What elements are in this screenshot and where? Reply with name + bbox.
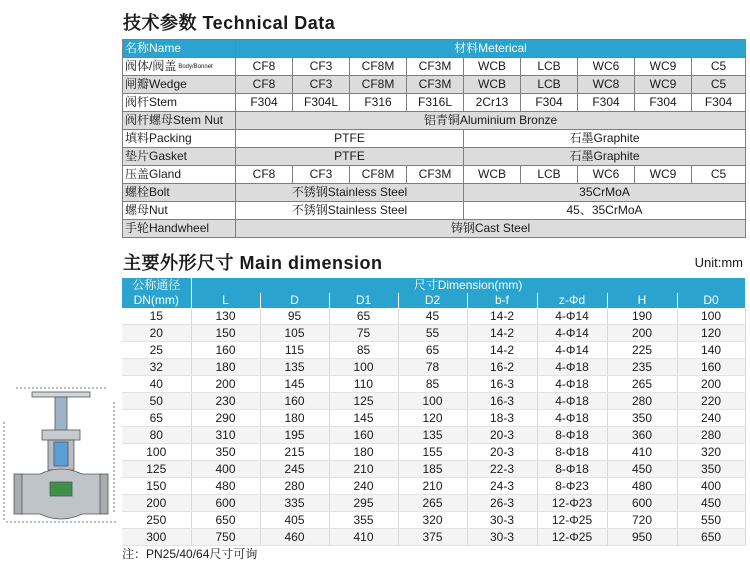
dim-cell: 180 bbox=[329, 444, 398, 461]
material-cell: LCB bbox=[521, 58, 578, 76]
dim-cell: 265 bbox=[607, 376, 677, 393]
dim-cell: 20-3 bbox=[467, 427, 537, 444]
part-label-text: 螺栓Bolt bbox=[125, 185, 170, 199]
material-cell: CF3 bbox=[293, 76, 350, 94]
material-cell: CF8M bbox=[350, 58, 407, 76]
dim-cell: 105 bbox=[260, 325, 329, 342]
name-header: 名称Name bbox=[123, 40, 236, 58]
material-cell: F304 bbox=[521, 94, 578, 112]
dim-row bbox=[122, 393, 745, 410]
dim-cell: 280 bbox=[607, 393, 677, 410]
tech-row bbox=[123, 220, 746, 238]
dim-cell: 720 bbox=[607, 512, 677, 529]
dim-cell: 350 bbox=[191, 444, 260, 461]
main-dimension-title-text: 主要外形尺寸 Main dimension bbox=[123, 253, 383, 273]
part-label-text: 垫片Gasket bbox=[125, 149, 188, 163]
dim-cell: 130 bbox=[191, 308, 260, 325]
dim-cell: 295 bbox=[329, 495, 398, 512]
dn-cell: 40 bbox=[122, 376, 191, 393]
material-cell: F304 bbox=[692, 94, 746, 112]
material-cell: F304L bbox=[293, 94, 350, 112]
part-label bbox=[123, 76, 236, 94]
tech-row bbox=[123, 166, 746, 184]
material-cell: 2Cr13 bbox=[464, 94, 521, 112]
part-label bbox=[123, 148, 236, 166]
part-label-text: 压盖Gland bbox=[125, 167, 182, 181]
dim-cell: 16-2 bbox=[467, 359, 537, 376]
dim-cell: 4-Φ18 bbox=[537, 410, 607, 427]
dim-cell: 220 bbox=[677, 393, 745, 410]
dn-cell: 300 bbox=[122, 529, 191, 546]
technical-data-title-text: 技术参数 Technical Data bbox=[123, 13, 336, 33]
dn-cell: 20 bbox=[122, 325, 191, 342]
material-cell: F304 bbox=[236, 94, 293, 112]
dim-header-row-1 bbox=[122, 278, 745, 293]
dim-cell: 14-2 bbox=[467, 342, 537, 359]
dim-cell: 100 bbox=[329, 359, 398, 376]
dn-cell: 125 bbox=[122, 461, 191, 478]
dim-column-header: z-Φd bbox=[537, 293, 607, 308]
dim-row bbox=[122, 325, 745, 342]
material-cell: C5 bbox=[692, 58, 746, 76]
dim-cell: 310 bbox=[191, 427, 260, 444]
dim-cell: 45 bbox=[398, 308, 467, 325]
dim-cell: 280 bbox=[260, 478, 329, 495]
tech-row bbox=[123, 148, 746, 166]
technical-data-table bbox=[122, 39, 746, 238]
material-cell: 不锈钢Stainless Steel bbox=[236, 184, 464, 202]
main-dimension-title bbox=[123, 249, 383, 275]
dim-cell: 245 bbox=[260, 461, 329, 478]
dim-cell: 200 bbox=[191, 376, 260, 393]
dn-header-cn: 公称通径 bbox=[122, 278, 191, 293]
dim-cell: 12-Φ25 bbox=[537, 529, 607, 546]
part-label-text: 阀体/阀盖 bbox=[125, 59, 177, 73]
material-cell: WC6 bbox=[578, 166, 635, 184]
dim-cell: 180 bbox=[191, 359, 260, 376]
dim-column-header: H bbox=[607, 293, 677, 308]
dim-cell: 160 bbox=[677, 359, 745, 376]
dim-cell: 14-2 bbox=[467, 325, 537, 342]
dim-column-header: D1 bbox=[329, 293, 398, 308]
material-cell: F316L bbox=[407, 94, 464, 112]
dim-row bbox=[122, 359, 745, 376]
tech-row bbox=[123, 112, 746, 130]
part-label-text: 阀杆Stem bbox=[125, 95, 178, 109]
material-cell: WC8 bbox=[578, 76, 635, 94]
material-cell: 石墨Graphite bbox=[464, 148, 746, 166]
dim-cell: 150 bbox=[191, 325, 260, 342]
dim-cell: 410 bbox=[607, 444, 677, 461]
dim-cell: 120 bbox=[398, 410, 467, 427]
dim-cell: 320 bbox=[677, 444, 745, 461]
dn-cell: 250 bbox=[122, 512, 191, 529]
dn-cell: 65 bbox=[122, 410, 191, 427]
dim-cell: 240 bbox=[329, 478, 398, 495]
material-cell: WCB bbox=[464, 76, 521, 94]
material-header: 材料Meterical bbox=[236, 40, 746, 58]
dim-cell: 100 bbox=[677, 308, 745, 325]
dim-row bbox=[122, 478, 745, 495]
dim-cell: 210 bbox=[398, 478, 467, 495]
dim-cell: 135 bbox=[260, 359, 329, 376]
dim-cell: 405 bbox=[260, 512, 329, 529]
dim-cell: 8-Φ18 bbox=[537, 444, 607, 461]
part-label bbox=[123, 58, 236, 76]
dim-cell: 75 bbox=[329, 325, 398, 342]
part-label bbox=[123, 112, 236, 130]
dim-cell: 375 bbox=[398, 529, 467, 546]
material-cell: PTFE bbox=[236, 148, 464, 166]
material-cell: F304 bbox=[635, 94, 692, 112]
dn-cell: 50 bbox=[122, 393, 191, 410]
part-label-text: 闸瓣Wedge bbox=[125, 77, 187, 91]
part-label bbox=[123, 184, 236, 202]
dn-cell: 200 bbox=[122, 495, 191, 512]
dim-cell: 950 bbox=[607, 529, 677, 546]
dn-header-en: DN(mm) bbox=[122, 293, 191, 308]
dim-cell: 4-Φ18 bbox=[537, 359, 607, 376]
dim-cell: 100 bbox=[398, 393, 467, 410]
dim-row bbox=[122, 512, 745, 529]
dim-cell: 400 bbox=[677, 478, 745, 495]
dim-row bbox=[122, 495, 745, 512]
valve-drawing bbox=[2, 382, 120, 542]
dim-cell: 4-Φ14 bbox=[537, 342, 607, 359]
dim-cell: 65 bbox=[329, 308, 398, 325]
dim-cell: 160 bbox=[191, 342, 260, 359]
material-cell: CF8M bbox=[350, 166, 407, 184]
material-cell: LCB bbox=[521, 166, 578, 184]
material-cell: 45、35CrMoA bbox=[464, 202, 746, 220]
dim-cell: 18-3 bbox=[467, 410, 537, 427]
material-cell: WC9 bbox=[635, 58, 692, 76]
dim-cell: 480 bbox=[607, 478, 677, 495]
material-cell: WC6 bbox=[578, 58, 635, 76]
material-cell: 石墨Graphite bbox=[464, 130, 746, 148]
dim-cell: 225 bbox=[607, 342, 677, 359]
material-cell: WCB bbox=[464, 166, 521, 184]
dim-cell: 650 bbox=[677, 529, 745, 546]
dn-cell: 25 bbox=[122, 342, 191, 359]
dim-cell: 12-Φ23 bbox=[537, 495, 607, 512]
tech-row bbox=[123, 94, 746, 112]
unit-label: Unit:mm bbox=[694, 255, 743, 270]
dim-cell: 55 bbox=[398, 325, 467, 342]
material-cell: WC9 bbox=[635, 166, 692, 184]
dim-cell: 4-Φ14 bbox=[537, 308, 607, 325]
material-cell: CF8 bbox=[236, 166, 293, 184]
dim-cell: 200 bbox=[607, 325, 677, 342]
dim-cell: 400 bbox=[191, 461, 260, 478]
dim-cell: 155 bbox=[398, 444, 467, 461]
part-label bbox=[123, 130, 236, 148]
dim-cell: 125 bbox=[329, 393, 398, 410]
dim-cell: 215 bbox=[260, 444, 329, 461]
dim-column-header: D bbox=[260, 293, 329, 308]
dim-cell: 8-Φ18 bbox=[537, 461, 607, 478]
dim-column-header: D2 bbox=[398, 293, 467, 308]
dim-column-header: b-f bbox=[467, 293, 537, 308]
tech-row bbox=[123, 58, 746, 76]
dim-cell: 14-2 bbox=[467, 308, 537, 325]
dim-cell: 22-3 bbox=[467, 461, 537, 478]
dn-cell: 15 bbox=[122, 308, 191, 325]
dn-cell: 80 bbox=[122, 427, 191, 444]
part-label-text: 填料Packing bbox=[125, 131, 192, 145]
dim-cell: 600 bbox=[607, 495, 677, 512]
dim-cell: 160 bbox=[260, 393, 329, 410]
part-label-sup: Body/Bonnet bbox=[178, 63, 213, 70]
dim-cell: 26-3 bbox=[467, 495, 537, 512]
dim-cell: 160 bbox=[329, 427, 398, 444]
dim-cell: 360 bbox=[607, 427, 677, 444]
dim-cell: 750 bbox=[191, 529, 260, 546]
dim-cell: 85 bbox=[398, 376, 467, 393]
dim-cell: 200 bbox=[677, 376, 745, 393]
material-cell: CF3M bbox=[407, 58, 464, 76]
material-cell: CF8M bbox=[350, 76, 407, 94]
dim-cell: 8-Φ23 bbox=[537, 478, 607, 495]
dim-cell: 4-Φ18 bbox=[537, 393, 607, 410]
dim-row bbox=[122, 529, 745, 546]
technical-data-title bbox=[123, 9, 335, 35]
material-cell: F304 bbox=[578, 94, 635, 112]
material-cell: WC9 bbox=[635, 76, 692, 94]
dim-cell: 65 bbox=[398, 342, 467, 359]
dim-cell: 450 bbox=[607, 461, 677, 478]
material-cell: 铸钢Cast Steel bbox=[236, 220, 746, 238]
dim-cell: 480 bbox=[191, 478, 260, 495]
dim-cell: 185 bbox=[398, 461, 467, 478]
dim-row bbox=[122, 308, 745, 325]
dim-row bbox=[122, 444, 745, 461]
dim-cell: 120 bbox=[677, 325, 745, 342]
part-label-text: 阀杆螺母Stem Nut bbox=[125, 113, 224, 127]
material-cell: 35CrMoA bbox=[464, 184, 746, 202]
dim-cell: 290 bbox=[191, 410, 260, 427]
dim-cell: 24-3 bbox=[467, 478, 537, 495]
material-cell: CF8 bbox=[236, 58, 293, 76]
part-label bbox=[123, 220, 236, 238]
dim-cell: 30-3 bbox=[467, 529, 537, 546]
dim-cell: 30-3 bbox=[467, 512, 537, 529]
part-label-text: 螺母Nut bbox=[125, 203, 168, 217]
dim-cell: 4-Φ14 bbox=[537, 325, 607, 342]
dn-cell: 32 bbox=[122, 359, 191, 376]
tech-row bbox=[123, 184, 746, 202]
dim-column-header: L bbox=[191, 293, 260, 308]
material-cell: C5 bbox=[692, 166, 746, 184]
dim-cell: 4-Φ18 bbox=[537, 376, 607, 393]
dim-cell: 180 bbox=[260, 410, 329, 427]
dim-cell: 650 bbox=[191, 512, 260, 529]
dim-cell: 145 bbox=[329, 410, 398, 427]
dim-cell: 280 bbox=[677, 427, 745, 444]
dim-cell: 335 bbox=[260, 495, 329, 512]
dim-cell: 460 bbox=[260, 529, 329, 546]
dim-cell: 235 bbox=[607, 359, 677, 376]
dim-cell: 550 bbox=[677, 512, 745, 529]
dim-cell: 320 bbox=[398, 512, 467, 529]
dim-cell: 195 bbox=[260, 427, 329, 444]
dim-cell: 190 bbox=[607, 308, 677, 325]
tech-row bbox=[123, 76, 746, 94]
dim-row bbox=[122, 342, 745, 359]
dim-column-header: D0 bbox=[677, 293, 745, 308]
dim-cell: 450 bbox=[677, 495, 745, 512]
part-label bbox=[123, 94, 236, 112]
dim-cell: 230 bbox=[191, 393, 260, 410]
material-cell: CF3 bbox=[293, 166, 350, 184]
material-cell: C5 bbox=[692, 76, 746, 94]
dim-cell: 350 bbox=[607, 410, 677, 427]
dim-row bbox=[122, 376, 745, 393]
dim-cell: 16-3 bbox=[467, 376, 537, 393]
material-cell: PTFE bbox=[236, 130, 464, 148]
dim-cell: 16-3 bbox=[467, 393, 537, 410]
material-cell: CF3M bbox=[407, 166, 464, 184]
dim-cell: 210 bbox=[329, 461, 398, 478]
dim-header-row-2 bbox=[122, 293, 745, 308]
dim-cell: 240 bbox=[677, 410, 745, 427]
material-cell: CF8 bbox=[236, 76, 293, 94]
material-cell: CF3M bbox=[407, 76, 464, 94]
material-cell: LCB bbox=[521, 76, 578, 94]
dim-cell: 600 bbox=[191, 495, 260, 512]
dim-cell: 115 bbox=[260, 342, 329, 359]
dim-cell: 145 bbox=[260, 376, 329, 393]
material-cell: F316 bbox=[350, 94, 407, 112]
part-label bbox=[123, 202, 236, 220]
main-dimension-table bbox=[122, 278, 746, 546]
dn-cell: 150 bbox=[122, 478, 191, 495]
dim-cell: 135 bbox=[398, 427, 467, 444]
footnote: 注：PN25/40/64尺寸可询 bbox=[122, 547, 258, 561]
dim-cell: 355 bbox=[329, 512, 398, 529]
dim-cell: 410 bbox=[329, 529, 398, 546]
tech-row bbox=[123, 202, 746, 220]
dimension-header: 尺寸Dimension(mm) bbox=[191, 278, 745, 293]
part-label bbox=[123, 166, 236, 184]
part-label-text: 手轮Handwheel bbox=[125, 221, 210, 235]
dim-cell: 78 bbox=[398, 359, 467, 376]
dim-cell: 350 bbox=[677, 461, 745, 478]
material-cell: WCB bbox=[464, 58, 521, 76]
dim-row bbox=[122, 461, 745, 478]
tech-header-row bbox=[123, 40, 746, 58]
dim-row bbox=[122, 410, 745, 427]
dim-cell: 85 bbox=[329, 342, 398, 359]
dim-cell: 265 bbox=[398, 495, 467, 512]
tech-row bbox=[123, 130, 746, 148]
dim-cell: 8-Φ18 bbox=[537, 427, 607, 444]
material-cell: CF3 bbox=[293, 58, 350, 76]
dim-cell: 110 bbox=[329, 376, 398, 393]
dn-cell: 100 bbox=[122, 444, 191, 461]
dim-cell: 20-3 bbox=[467, 444, 537, 461]
material-cell: 不锈钢Stainless Steel bbox=[236, 202, 464, 220]
dim-cell: 140 bbox=[677, 342, 745, 359]
dim-cell: 95 bbox=[260, 308, 329, 325]
dim-row bbox=[122, 427, 745, 444]
dim-cell: 12-Φ25 bbox=[537, 512, 607, 529]
material-cell: 铝青铜Aluminium Bronze bbox=[236, 112, 746, 130]
